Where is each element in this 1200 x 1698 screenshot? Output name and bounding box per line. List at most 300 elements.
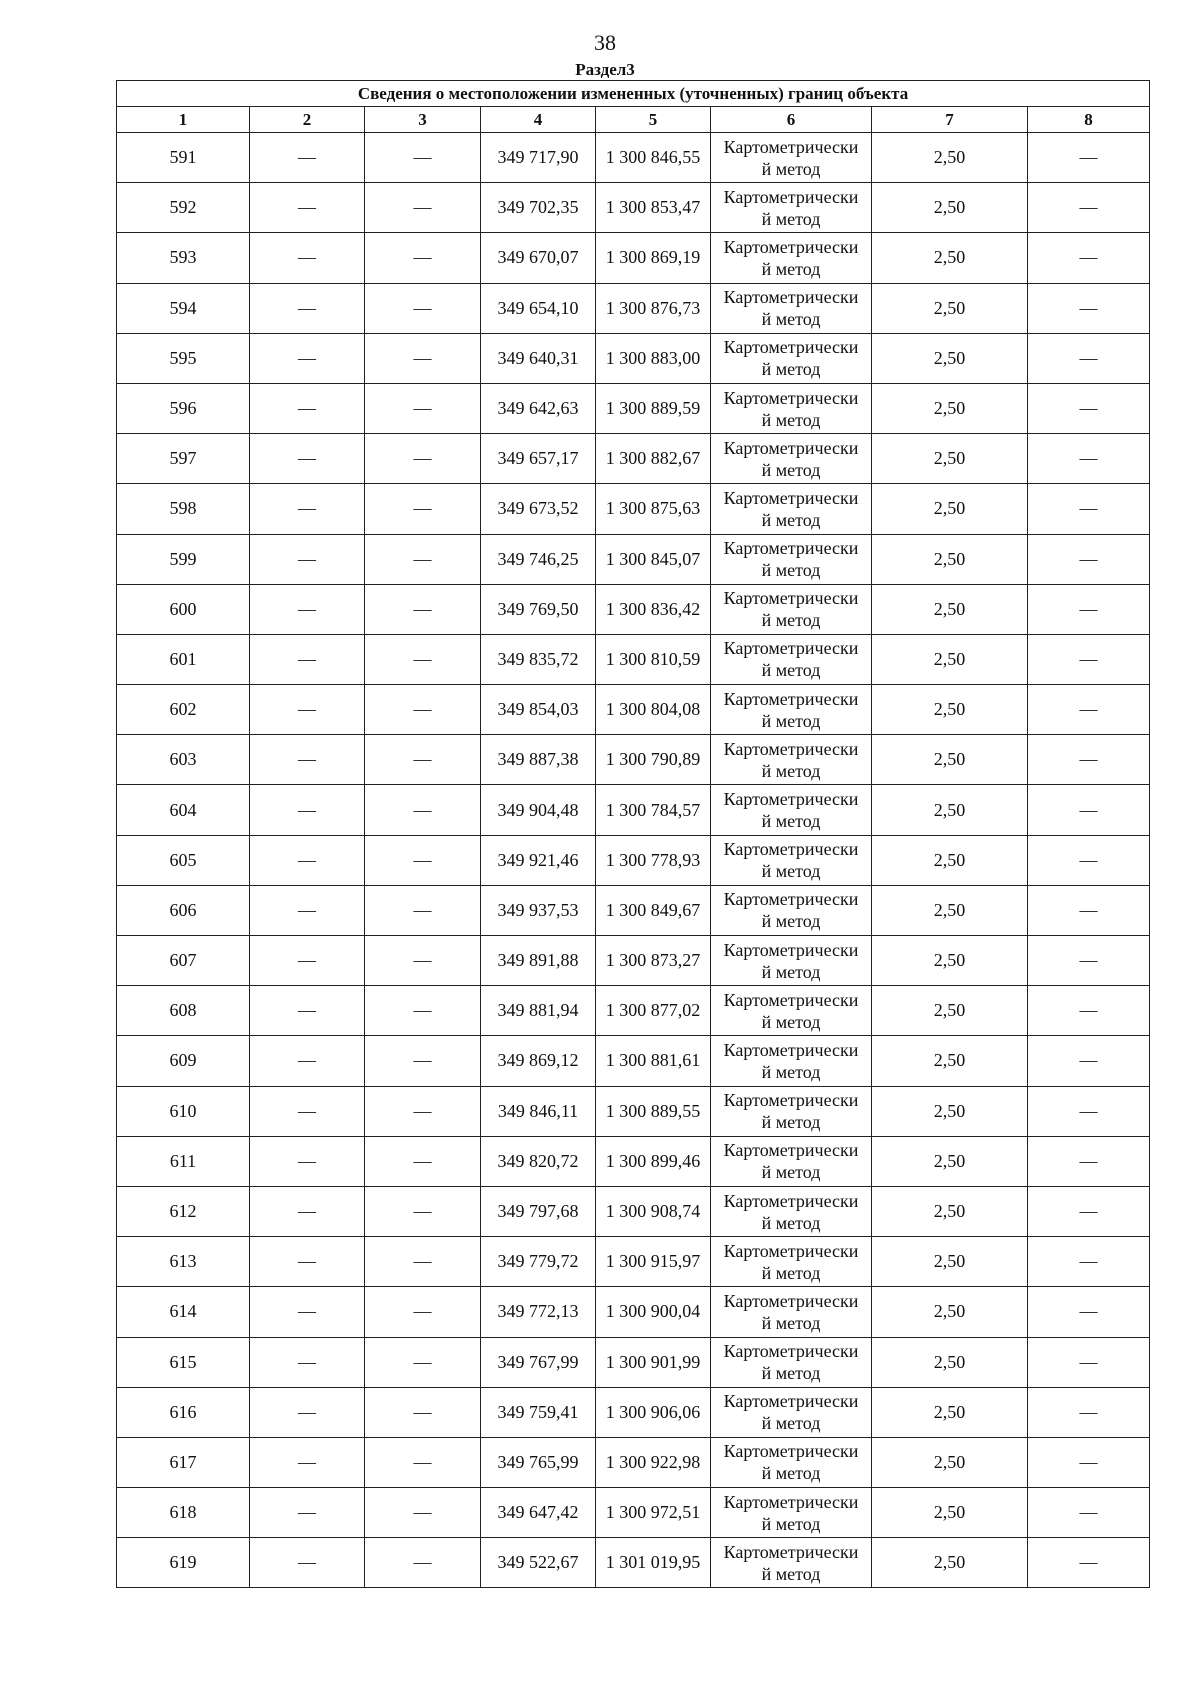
column-2-cell: — [250, 634, 365, 684]
method-line-1: Картометрически [723, 1441, 859, 1462]
accuracy-cell: 2,50 [872, 434, 1028, 484]
point-number-cell: 605 [117, 835, 250, 885]
method-line-1: Картометрически [723, 839, 859, 860]
accuracy-cell: 2,50 [872, 1287, 1028, 1337]
point-number-cell: 618 [117, 1488, 250, 1538]
column-3-cell: — [365, 333, 481, 383]
y-coordinate-cell: 1 300 784,57 [596, 785, 711, 835]
method-cell [711, 835, 872, 885]
accuracy-cell: 2,50 [872, 283, 1028, 333]
column-8-cell: — [1028, 534, 1150, 584]
method-cell [711, 1186, 872, 1236]
y-coordinate-cell: 1 300 972,51 [596, 1488, 711, 1538]
method-line-1: Картометрически [723, 1341, 859, 1362]
method-cell [711, 634, 872, 684]
table-row [117, 685, 1150, 735]
column-3-cell: — [365, 233, 481, 283]
method-line-1: Картометрически [723, 738, 859, 759]
column-8-cell: — [1028, 634, 1150, 684]
table-row [117, 885, 1150, 935]
y-coordinate-cell: 1 300 877,02 [596, 986, 711, 1036]
method-cell [711, 484, 872, 534]
accuracy-cell: 2,50 [872, 1086, 1028, 1136]
y-coordinate-cell: 1 300 790,89 [596, 735, 711, 785]
column-2-cell: — [250, 183, 365, 233]
method-line-1: Картометрически [723, 1391, 859, 1412]
method-line-2: й метод [761, 158, 821, 179]
method-line-1: Картометрически [723, 638, 859, 659]
point-number-cell: 597 [117, 434, 250, 484]
table-body [117, 133, 1150, 1588]
method-cell [711, 1538, 872, 1588]
point-number-cell: 591 [117, 133, 250, 183]
column-2-cell: — [250, 584, 365, 634]
method-line-1: Картометрически [723, 487, 859, 508]
point-number-cell: 612 [117, 1186, 250, 1236]
table-row [117, 1538, 1150, 1588]
method-line-2: й метод [761, 459, 821, 480]
method-cell [711, 1488, 872, 1538]
y-coordinate-cell: 1 300 846,55 [596, 133, 711, 183]
table-row [117, 183, 1150, 233]
method-cell [711, 133, 872, 183]
method-line-2: й метод [761, 409, 821, 430]
method-line-2: й метод [761, 560, 821, 581]
column-8-cell: — [1028, 283, 1150, 333]
accuracy-cell: 2,50 [872, 584, 1028, 634]
point-number-cell: 607 [117, 936, 250, 986]
column-8-cell: — [1028, 584, 1150, 634]
column-3-cell: — [365, 885, 481, 935]
column-3-cell: — [365, 383, 481, 433]
method-line-2: й метод [761, 1061, 821, 1082]
point-number-cell: 596 [117, 383, 250, 433]
method-cell [711, 1036, 872, 1086]
accuracy-cell: 2,50 [872, 1237, 1028, 1287]
method-line-2: й метод [761, 309, 821, 330]
column-3-cell: — [365, 1237, 481, 1287]
column-2-cell: — [250, 1488, 365, 1538]
column-8-cell: — [1028, 1036, 1150, 1086]
y-coordinate-cell: 1 300 876,73 [596, 283, 711, 333]
column-number-5: 5 [596, 107, 711, 133]
accuracy-cell: 2,50 [872, 1136, 1028, 1186]
column-8-cell: — [1028, 936, 1150, 986]
y-coordinate-cell: 1 300 810,59 [596, 634, 711, 684]
accuracy-cell: 2,50 [872, 233, 1028, 283]
table-row [117, 584, 1150, 634]
column-2-cell: — [250, 1036, 365, 1086]
method-cell [711, 534, 872, 584]
x-coordinate-cell: 349 759,41 [481, 1387, 596, 1437]
point-number-cell: 611 [117, 1136, 250, 1186]
accuracy-cell: 2,50 [872, 1488, 1028, 1538]
accuracy-cell: 2,50 [872, 986, 1028, 1036]
column-8-cell: — [1028, 1136, 1150, 1186]
column-number-6: 6 [711, 107, 872, 133]
method-line-2: й метод [761, 710, 821, 731]
point-number-cell: 603 [117, 735, 250, 785]
column-2-cell: — [250, 133, 365, 183]
x-coordinate-cell: 349 640,31 [481, 333, 596, 383]
table-row [117, 233, 1150, 283]
column-3-cell: — [365, 634, 481, 684]
method-line-2: й метод [761, 1011, 821, 1032]
accuracy-cell: 2,50 [872, 735, 1028, 785]
method-line-1: Картометрически [723, 789, 859, 810]
column-number-4: 4 [481, 107, 596, 133]
y-coordinate-cell: 1 300 889,59 [596, 383, 711, 433]
coordinates-table [116, 80, 1150, 1588]
y-coordinate-cell: 1 300 853,47 [596, 183, 711, 233]
x-coordinate-cell: 349 797,68 [481, 1186, 596, 1236]
x-coordinate-cell: 349 746,25 [481, 534, 596, 584]
y-coordinate-cell: 1 300 845,07 [596, 534, 711, 584]
point-number-cell: 593 [117, 233, 250, 283]
y-coordinate-cell: 1 300 881,61 [596, 1036, 711, 1086]
x-coordinate-cell: 349 657,17 [481, 434, 596, 484]
column-number-7: 7 [872, 107, 1028, 133]
x-coordinate-cell: 349 891,88 [481, 936, 596, 986]
column-2-cell: — [250, 1437, 365, 1487]
column-8-cell: — [1028, 885, 1150, 935]
method-line-2: й метод [761, 1413, 821, 1434]
x-coordinate-cell: 349 642,63 [481, 383, 596, 433]
column-2-cell: — [250, 1287, 365, 1337]
point-number-cell: 615 [117, 1337, 250, 1387]
y-coordinate-cell: 1 300 849,67 [596, 885, 711, 935]
column-3-cell: — [365, 1538, 481, 1588]
accuracy-cell: 2,50 [872, 133, 1028, 183]
method-line-1: Картометрически [723, 1290, 859, 1311]
point-number-cell: 594 [117, 283, 250, 333]
column-8-cell: — [1028, 735, 1150, 785]
method-cell [711, 283, 872, 333]
point-number-cell: 613 [117, 1237, 250, 1287]
column-number-2: 2 [250, 107, 365, 133]
column-2-cell: — [250, 936, 365, 986]
method-line-2: й метод [761, 1262, 821, 1283]
method-line-2: й метод [761, 911, 821, 932]
column-2-cell: — [250, 785, 365, 835]
point-number-cell: 599 [117, 534, 250, 584]
column-2-cell: — [250, 383, 365, 433]
point-number-cell: 601 [117, 634, 250, 684]
table-row [117, 1387, 1150, 1437]
column-2-cell: — [250, 333, 365, 383]
accuracy-cell: 2,50 [872, 1387, 1028, 1437]
method-line-1: Картометрически [723, 1039, 859, 1060]
y-coordinate-cell: 1 300 906,06 [596, 1387, 711, 1437]
column-8-cell: — [1028, 1387, 1150, 1437]
y-coordinate-cell: 1 300 908,74 [596, 1186, 711, 1236]
table-row [117, 1337, 1150, 1387]
y-coordinate-cell: 1 300 804,08 [596, 685, 711, 735]
method-cell [711, 333, 872, 383]
column-2-cell: — [250, 434, 365, 484]
y-coordinate-cell: 1 300 900,04 [596, 1287, 711, 1337]
x-coordinate-cell: 349 854,03 [481, 685, 596, 735]
column-3-cell: — [365, 986, 481, 1036]
method-cell [711, 1437, 872, 1487]
method-line-1: Картометрически [723, 989, 859, 1010]
table-row [117, 986, 1150, 1036]
method-cell [711, 885, 872, 935]
point-number-cell: 616 [117, 1387, 250, 1437]
accuracy-cell: 2,50 [872, 835, 1028, 885]
column-3-cell: — [365, 1136, 481, 1186]
x-coordinate-cell: 349 921,46 [481, 835, 596, 885]
column-3-cell: — [365, 685, 481, 735]
y-coordinate-cell: 1 300 873,27 [596, 936, 711, 986]
accuracy-cell: 2,50 [872, 183, 1028, 233]
column-3-cell: — [365, 1086, 481, 1136]
column-2-cell: — [250, 1237, 365, 1287]
x-coordinate-cell: 349 702,35 [481, 183, 596, 233]
accuracy-cell: 2,50 [872, 634, 1028, 684]
column-8-cell: — [1028, 986, 1150, 1036]
method-cell [711, 1086, 872, 1136]
column-3-cell: — [365, 534, 481, 584]
accuracy-cell: 2,50 [872, 685, 1028, 735]
table-row [117, 434, 1150, 484]
column-2-cell: — [250, 735, 365, 785]
accuracy-cell: 2,50 [872, 484, 1028, 534]
column-number-3: 3 [365, 107, 481, 133]
table-row [117, 333, 1150, 383]
table-row [117, 1136, 1150, 1186]
method-line-2: й метод [761, 1513, 821, 1534]
table-row [117, 835, 1150, 885]
point-number-cell: 619 [117, 1538, 250, 1588]
table-row [117, 1437, 1150, 1487]
x-coordinate-cell: 349 835,72 [481, 634, 596, 684]
method-line-2: й метод [761, 1212, 821, 1233]
x-coordinate-cell: 349 670,07 [481, 233, 596, 283]
method-cell [711, 1287, 872, 1337]
table-row [117, 133, 1150, 183]
table-row [117, 484, 1150, 534]
x-coordinate-cell: 349 772,13 [481, 1287, 596, 1337]
column-8-cell: — [1028, 133, 1150, 183]
method-line-2: й метод [761, 811, 821, 832]
column-2-cell: — [250, 1136, 365, 1186]
method-line-1: Картометрически [723, 939, 859, 960]
x-coordinate-cell: 349 769,50 [481, 584, 596, 634]
method-line-1: Картометрически [723, 1190, 859, 1211]
point-number-cell: 602 [117, 685, 250, 735]
method-line-2: й метод [761, 1463, 821, 1484]
method-line-1: Картометрически [723, 136, 859, 157]
x-coordinate-cell: 349 937,53 [481, 885, 596, 935]
column-8-cell: — [1028, 1237, 1150, 1287]
x-coordinate-cell: 349 881,94 [481, 986, 596, 1036]
column-3-cell: — [365, 1387, 481, 1437]
section-title: Раздел3 [575, 60, 635, 79]
point-number-cell: 606 [117, 885, 250, 935]
column-3-cell: — [365, 283, 481, 333]
accuracy-cell: 2,50 [872, 383, 1028, 433]
column-8-cell: — [1028, 785, 1150, 835]
column-8-cell: — [1028, 434, 1150, 484]
method-line-1: Картометрически [723, 1140, 859, 1161]
column-3-cell: — [365, 936, 481, 986]
method-cell [711, 1337, 872, 1387]
method-line-2: й метод [761, 861, 821, 882]
column-2-cell: — [250, 1086, 365, 1136]
method-line-1: Картометрически [723, 688, 859, 709]
column-3-cell: — [365, 133, 481, 183]
method-cell [711, 785, 872, 835]
x-coordinate-cell: 349 887,38 [481, 735, 596, 785]
table-row [117, 735, 1150, 785]
column-2-cell: — [250, 685, 365, 735]
table-row [117, 1036, 1150, 1086]
column-3-cell: — [365, 434, 481, 484]
y-coordinate-cell: 1 301 019,95 [596, 1538, 711, 1588]
point-number-cell: 614 [117, 1287, 250, 1337]
y-coordinate-cell: 1 300 778,93 [596, 835, 711, 885]
point-number-cell: 617 [117, 1437, 250, 1487]
method-cell [711, 1387, 872, 1437]
column-8-cell: — [1028, 1337, 1150, 1387]
column-8-cell: — [1028, 835, 1150, 885]
method-line-2: й метод [761, 1162, 821, 1183]
point-number-cell: 608 [117, 986, 250, 1036]
table-row [117, 785, 1150, 835]
column-number-1: 1 [117, 107, 250, 133]
table-row [117, 534, 1150, 584]
y-coordinate-cell: 1 300 875,63 [596, 484, 711, 534]
y-coordinate-cell: 1 300 915,97 [596, 1237, 711, 1287]
column-3-cell: — [365, 183, 481, 233]
x-coordinate-cell: 349 522,67 [481, 1538, 596, 1588]
accuracy-cell: 2,50 [872, 1036, 1028, 1086]
table-row [117, 1186, 1150, 1236]
y-coordinate-cell: 1 300 836,42 [596, 584, 711, 634]
column-number-row [117, 107, 1150, 133]
column-8-cell: — [1028, 484, 1150, 534]
point-number-cell: 595 [117, 333, 250, 383]
x-coordinate-cell: 349 654,10 [481, 283, 596, 333]
y-coordinate-cell: 1 300 882,67 [596, 434, 711, 484]
column-3-cell: — [365, 1036, 481, 1086]
method-line-1: Картометрически [723, 1240, 859, 1261]
y-coordinate-cell: 1 300 889,55 [596, 1086, 711, 1136]
table-row [117, 1086, 1150, 1136]
accuracy-cell: 2,50 [872, 534, 1028, 584]
y-coordinate-cell: 1 300 922,98 [596, 1437, 711, 1487]
method-line-2: й метод [761, 359, 821, 380]
column-8-cell: — [1028, 1538, 1150, 1588]
method-line-2: й метод [761, 1312, 821, 1333]
accuracy-cell: 2,50 [872, 785, 1028, 835]
method-line-1: Картометрически [723, 287, 859, 308]
method-cell [711, 584, 872, 634]
x-coordinate-cell: 349 717,90 [481, 133, 596, 183]
column-number-8: 8 [1028, 107, 1150, 133]
table-row [117, 1488, 1150, 1538]
point-number-cell: 610 [117, 1086, 250, 1136]
table-row [117, 1287, 1150, 1337]
column-3-cell: — [365, 1287, 481, 1337]
y-coordinate-cell: 1 300 869,19 [596, 233, 711, 283]
method-line-2: й метод [761, 961, 821, 982]
method-cell [711, 685, 872, 735]
column-8-cell: — [1028, 1437, 1150, 1487]
column-8-cell: — [1028, 383, 1150, 433]
method-line-2: й метод [761, 1112, 821, 1133]
method-cell [711, 1237, 872, 1287]
column-8-cell: — [1028, 233, 1150, 283]
x-coordinate-cell: 349 779,72 [481, 1237, 596, 1287]
method-cell [711, 383, 872, 433]
method-cell [711, 986, 872, 1036]
y-coordinate-cell: 1 300 901,99 [596, 1337, 711, 1387]
method-line-2: й метод [761, 610, 821, 631]
method-line-1: Картометрически [723, 236, 859, 257]
column-3-cell: — [365, 1437, 481, 1487]
method-line-1: Картометрически [723, 889, 859, 910]
method-line-2: й метод [761, 1363, 821, 1384]
column-8-cell: — [1028, 1287, 1150, 1337]
accuracy-cell: 2,50 [872, 333, 1028, 383]
method-cell [711, 434, 872, 484]
method-line-1: Картометрически [723, 588, 859, 609]
page-number: 38 [594, 30, 616, 55]
column-3-cell: — [365, 1186, 481, 1236]
column-8-cell: — [1028, 1186, 1150, 1236]
method-line-1: Картометрически [723, 387, 859, 408]
method-line-2: й метод [761, 660, 821, 681]
y-coordinate-cell: 1 300 883,00 [596, 333, 711, 383]
table-row [117, 283, 1150, 333]
column-8-cell: — [1028, 685, 1150, 735]
accuracy-cell: 2,50 [872, 1186, 1028, 1236]
column-2-cell: — [250, 484, 365, 534]
method-cell [711, 1136, 872, 1186]
method-line-1: Картометрически [723, 337, 859, 358]
method-cell [711, 735, 872, 785]
column-3-cell: — [365, 484, 481, 534]
accuracy-cell: 2,50 [872, 1538, 1028, 1588]
column-2-cell: — [250, 1337, 365, 1387]
table-row [117, 383, 1150, 433]
method-cell [711, 183, 872, 233]
column-2-cell: — [250, 233, 365, 283]
column-2-cell: — [250, 885, 365, 935]
column-3-cell: — [365, 1488, 481, 1538]
x-coordinate-cell: 349 767,99 [481, 1337, 596, 1387]
method-line-1: Картометрически [723, 1491, 859, 1512]
table-row [117, 936, 1150, 986]
column-3-cell: — [365, 785, 481, 835]
point-number-cell: 592 [117, 183, 250, 233]
method-line-1: Картометрически [723, 186, 859, 207]
x-coordinate-cell: 349 647,42 [481, 1488, 596, 1538]
accuracy-cell: 2,50 [872, 1437, 1028, 1487]
x-coordinate-cell: 349 820,72 [481, 1136, 596, 1186]
accuracy-cell: 2,50 [872, 885, 1028, 935]
table-row [117, 634, 1150, 684]
column-2-cell: — [250, 1538, 365, 1588]
y-coordinate-cell: 1 300 899,46 [596, 1136, 711, 1186]
column-3-cell: — [365, 584, 481, 634]
method-line-2: й метод [761, 509, 821, 530]
method-cell [711, 233, 872, 283]
table-caption: Сведения о местоположении измененных (уточненных) границ объекта [117, 81, 1150, 107]
column-8-cell: — [1028, 1488, 1150, 1538]
